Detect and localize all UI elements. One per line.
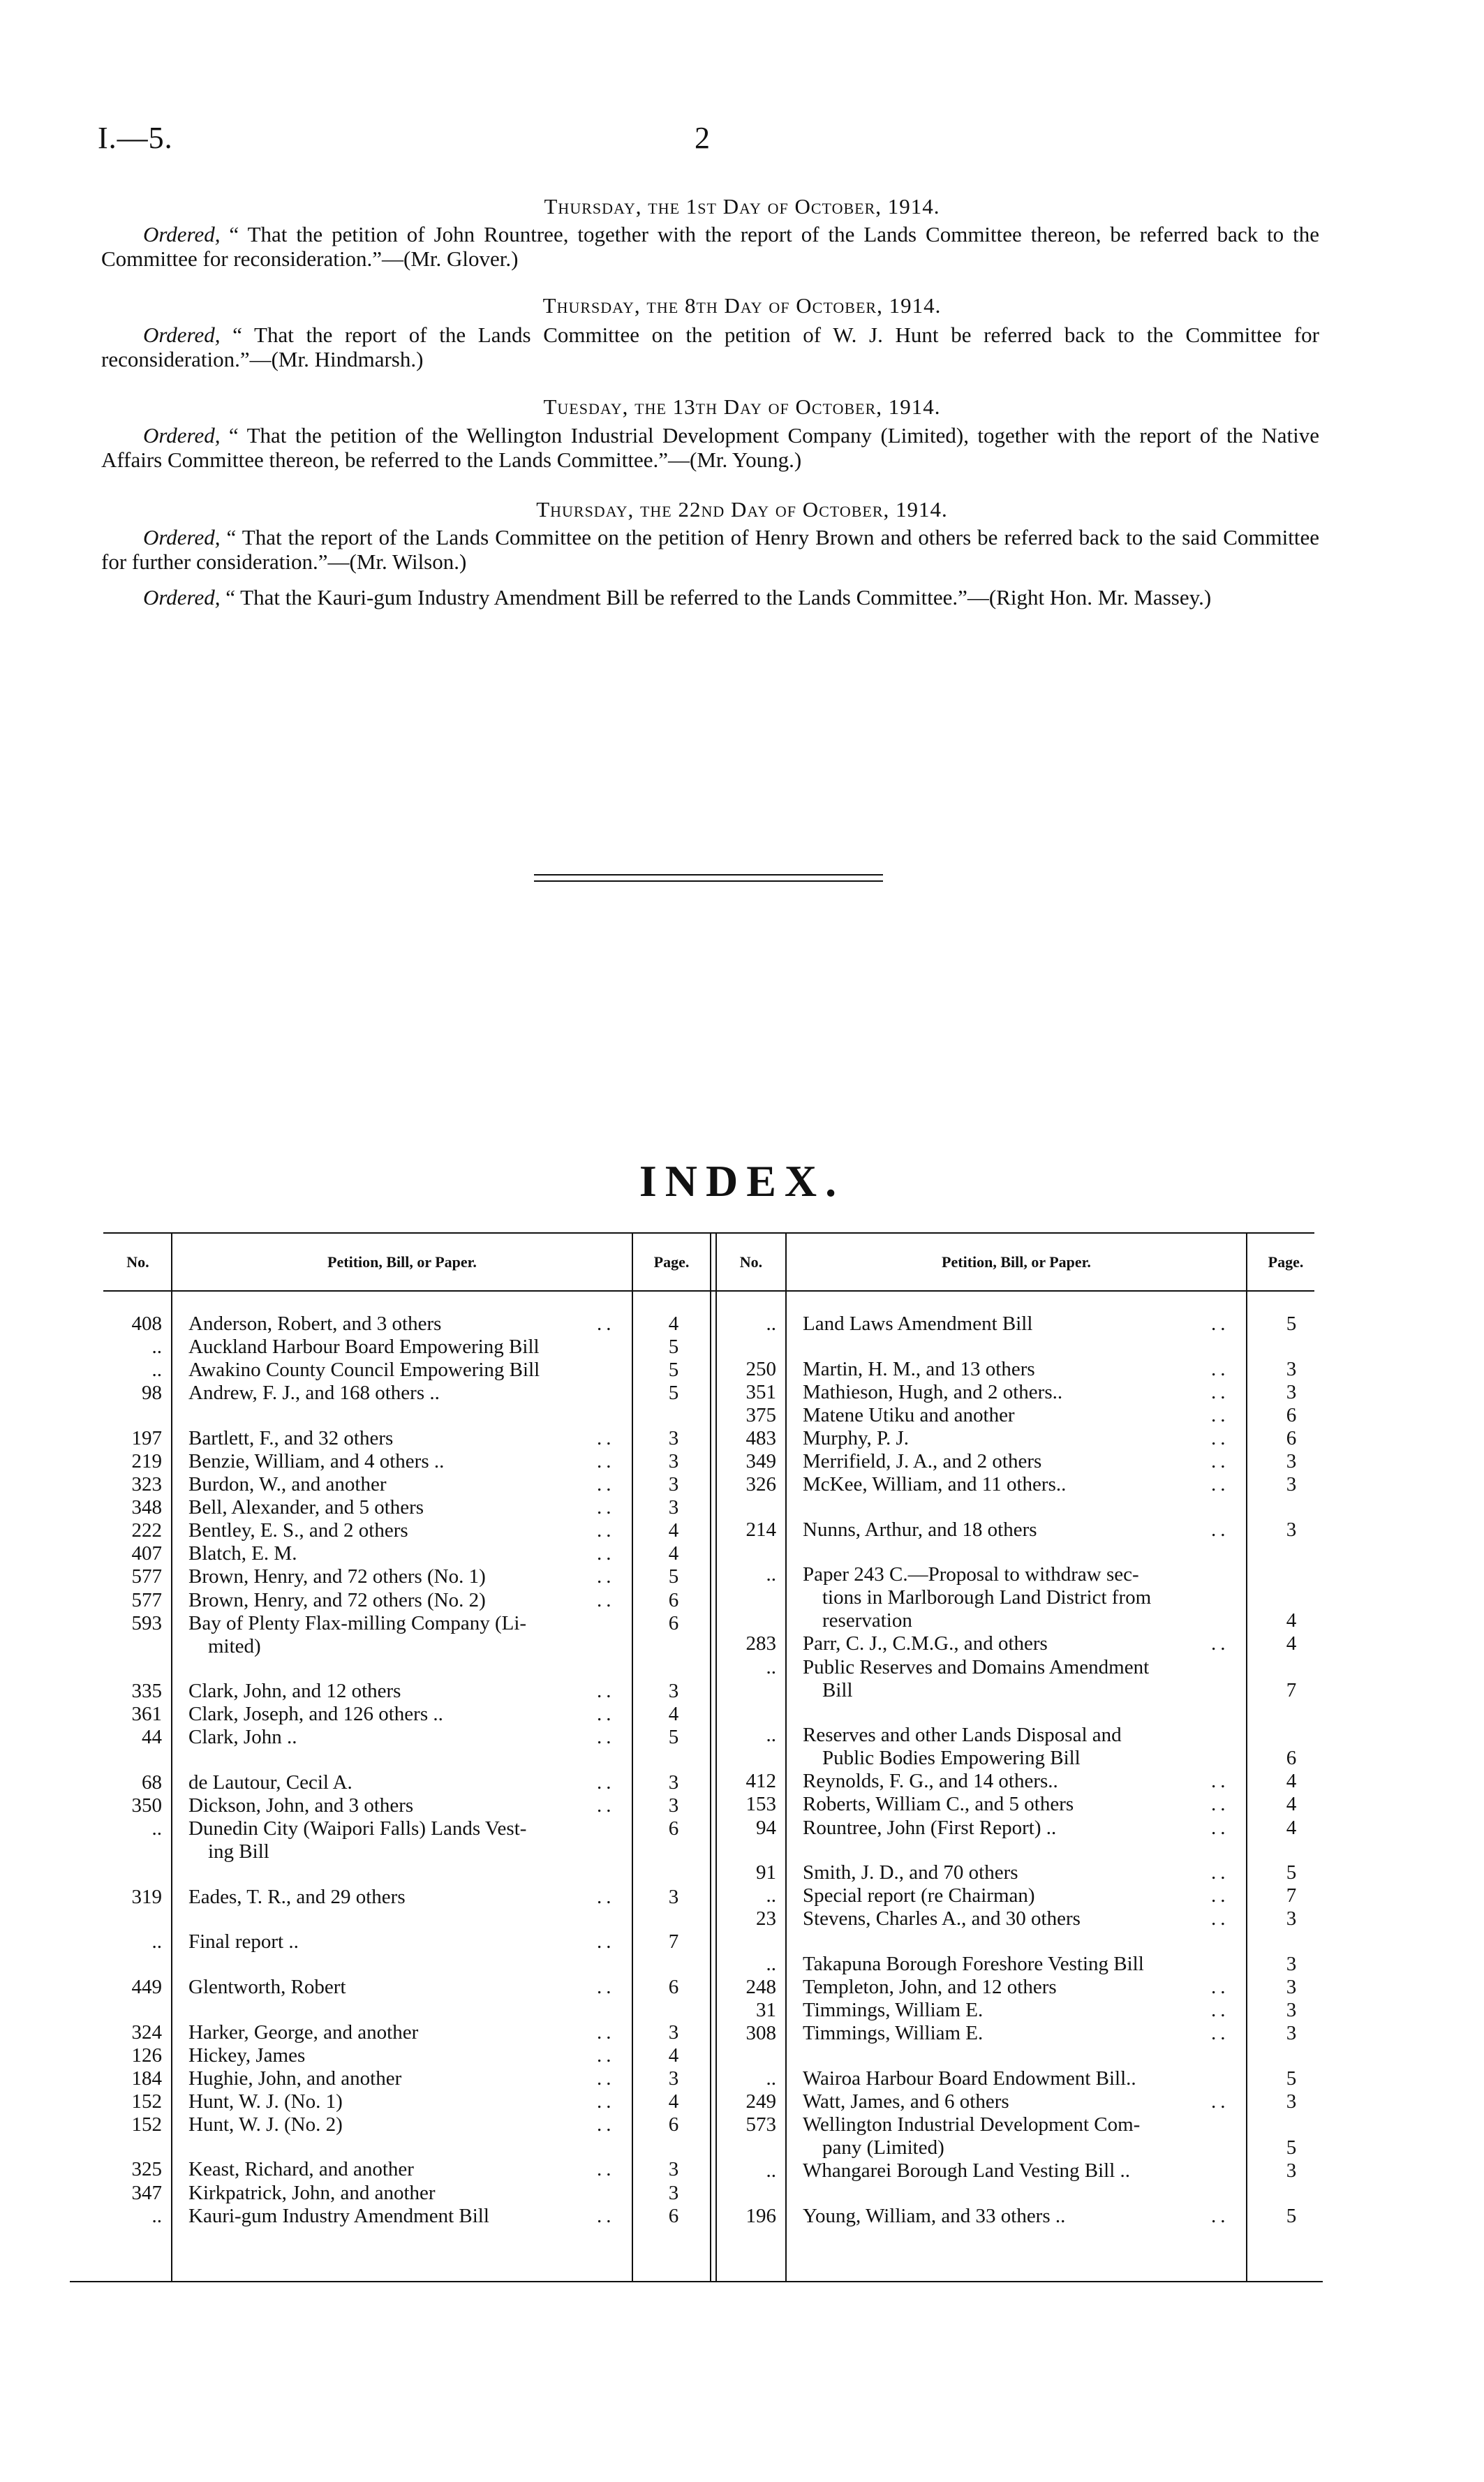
index-number: 197 — [131, 1426, 162, 1449]
leader-dots: .. — [597, 1449, 616, 1472]
leader-dots: .. — [597, 1771, 616, 1794]
index-title-text: Bentley, E. S., and 2 others — [188, 1519, 408, 1542]
index-page: 6 — [1286, 1403, 1297, 1426]
leader-dots: .. — [597, 2090, 616, 2113]
index-number: 323 — [131, 1473, 162, 1496]
index-number: 249 — [745, 2090, 776, 2113]
index-title-text: Brown, Henry, and 72 others (No. 1) — [188, 1565, 486, 1588]
index-number: 593 — [131, 1611, 162, 1634]
index-title-text: Bartlett, F., and 32 others — [188, 1426, 394, 1449]
index-title-text: Bay of Plenty Flax-milling Company (Li- — [188, 1611, 527, 1634]
index-page: 4 — [1286, 1632, 1297, 1655]
index-page: 3 — [668, 1426, 679, 1449]
index-page: 3 — [668, 1449, 679, 1472]
leader-dots: .. — [597, 1496, 616, 1519]
index-page: 3 — [668, 1496, 679, 1519]
index-number: 347 — [131, 2181, 162, 2204]
index-number: 351 — [745, 1380, 776, 1403]
index-page: 5 — [1286, 1313, 1297, 1335]
index-page: 3 — [668, 2021, 679, 2044]
index-title-text: Eades, T. R., and 29 others — [188, 1885, 406, 1908]
index-page: 4 — [1286, 1793, 1297, 1816]
leader-dots: .. — [597, 1885, 616, 1908]
index-title-text: Land Laws Amendment Bill — [803, 1313, 1033, 1335]
index-page: 5 — [668, 1565, 679, 1588]
index-number: 361 — [131, 1703, 162, 1726]
index-page: 3 — [1286, 1449, 1297, 1472]
index-page: 3 — [668, 2181, 679, 2204]
index-page: 3 — [1286, 1907, 1297, 1930]
index-title-text: Bill — [822, 1678, 853, 1701]
index-number: 412 — [745, 1770, 776, 1793]
index-title-text: Kirkpatrick, John, and another — [188, 2181, 436, 2204]
index-number: 283 — [745, 1632, 776, 1655]
index-title-text: Brown, Henry, and 72 others (No. 2) — [188, 1588, 486, 1611]
column-divider — [632, 1232, 633, 2281]
index-title-text: Auckland Harbour Board Empowering Bill — [188, 1336, 540, 1359]
order-text: “ That the report of the Lands Committee on the petition of Henry Brown and others be referred back to the said Committee for further consideration.”—(Mr. Wilson.) — [101, 525, 1319, 574]
index-title-text: Burdon, W., and another — [188, 1473, 387, 1496]
index-page: 3 — [668, 1885, 679, 1908]
index-title-text: Wellington Industrial Development Com- — [803, 2113, 1141, 2136]
index-number: 214 — [745, 1518, 776, 1541]
index-page: 5 — [668, 1726, 679, 1749]
index-number: 98 — [142, 1382, 162, 1405]
order-paragraph — [101, 525, 1319, 574]
index-number: .. — [151, 1336, 162, 1359]
index-title-text: Harker, George, and another — [188, 2021, 419, 2044]
ordered-label: Ordered, — [143, 585, 221, 610]
index-title-text: Stevens, Charles A., and 30 others — [803, 1907, 1081, 1930]
index-page: 6 — [668, 2204, 679, 2227]
order-paragraph — [101, 323, 1319, 371]
index-number: 31 — [756, 1999, 776, 2022]
leader-dots: .. — [1211, 2204, 1230, 2227]
index-title-text: Hughie, John, and another — [188, 2067, 402, 2090]
index-number: 319 — [131, 1885, 162, 1908]
leader-dots: .. — [597, 1565, 616, 1588]
index-title-text: Parr, C. J., C.M.G., and others — [803, 1632, 1048, 1655]
index-page: 3 — [668, 1794, 679, 1817]
index-number: 335 — [131, 1680, 162, 1703]
section-divider — [534, 874, 883, 876]
index-title-text: Nunns, Arthur, and 18 others — [803, 1518, 1037, 1541]
index-page: 4 — [1286, 1816, 1297, 1839]
column-divider — [171, 1232, 172, 2281]
index-title-text: tions in Marlborough Land District from — [822, 1586, 1152, 1609]
leader-dots: .. — [597, 1519, 616, 1542]
leader-dots: .. — [597, 1542, 616, 1565]
index-title-text: Benzie, William, and 4 others .. — [188, 1449, 445, 1472]
index-title-text: Timmings, William E. — [803, 2022, 984, 2045]
index-title-text: Final report .. — [188, 1930, 299, 1953]
leader-dots: .. — [1211, 1403, 1230, 1426]
index-title-text: Clark, John .. — [188, 1726, 297, 1749]
leader-dots: .. — [1211, 1861, 1230, 1884]
index-page: 6 — [668, 1975, 679, 1998]
leader-dots: .. — [597, 2067, 616, 2090]
index-number: 350 — [131, 1794, 162, 1817]
date-heading: Thursday, the 22nd Day of October, 1914. — [536, 497, 948, 522]
date-heading: Thursday, the 1st Day of October, 1914. — [544, 194, 940, 219]
index-page: 4 — [668, 1542, 679, 1565]
index-page: 5 — [668, 1336, 679, 1359]
index-page: 6 — [668, 1588, 679, 1611]
page-number: 2 — [695, 121, 710, 155]
order-text: “ That the petition of the Wellington Industrial Development Company (Limited), together with the report of the Native Affairs Committee thereon, be referred to the Lands Committee.”—(Mr. Young.) — [101, 423, 1319, 472]
header-page: Page. — [653, 1253, 690, 1271]
leader-dots: .. — [597, 1680, 616, 1703]
header-no: No. — [739, 1253, 763, 1271]
index-title-text: Templeton, John, and 12 others — [803, 1975, 1057, 1998]
date-heading: Thursday, the 8th Day of October, 1914. — [542, 293, 942, 318]
section-divider — [534, 880, 883, 882]
index-title-text: Blatch, E. M. — [188, 1542, 297, 1565]
index-title-text: Watt, James, and 6 others — [803, 2090, 1009, 2113]
index-number: .. — [766, 1313, 776, 1335]
index-number: 348 — [131, 1496, 162, 1519]
index-title-text: de Lautour, Cecil A. — [188, 1771, 353, 1794]
column-divider — [715, 1232, 717, 2281]
leader-dots: .. — [597, 1313, 616, 1335]
index-number: 483 — [745, 1426, 776, 1449]
index-title-text: Anderson, Robert, and 3 others — [188, 1313, 442, 1335]
leader-dots: .. — [1211, 1518, 1230, 1541]
header-petition: Petition, Bill, or Paper. — [327, 1253, 477, 1271]
index-title-text: McKee, William, and 11 others.. — [803, 1473, 1067, 1496]
index-number: 324 — [131, 2021, 162, 2044]
leader-dots: .. — [1211, 1313, 1230, 1335]
index-page: 6 — [1286, 1747, 1297, 1770]
index-page: 3 — [1286, 2090, 1297, 2113]
leader-dots: .. — [1211, 1473, 1230, 1496]
index-page: 5 — [668, 1359, 679, 1382]
index-title-text: Keast, Richard, and another — [188, 2158, 414, 2181]
index-number: 23 — [756, 1907, 776, 1930]
order-paragraph — [101, 585, 1319, 610]
index-title-text: Smith, J. D., and 70 others — [803, 1861, 1018, 1884]
index-number: 408 — [131, 1313, 162, 1335]
index-page: 3 — [668, 2158, 679, 2181]
order-paragraph — [101, 222, 1319, 271]
index-title-text: Dunedin City (Waipori Falls) Lands Vest- — [188, 1817, 527, 1840]
index-title-text: Matene Utiku and another — [803, 1403, 1015, 1426]
index-page: 3 — [1286, 2159, 1297, 2182]
leader-dots: .. — [1211, 1907, 1230, 1930]
date-heading: Tuesday, the 13th Day of October, 1914. — [543, 394, 941, 419]
leader-dots: .. — [1211, 1816, 1230, 1839]
index-number: .. — [151, 1930, 162, 1953]
index-number: 577 — [131, 1565, 162, 1588]
index-title-text: Hunt, W. J. (No. 2) — [188, 2113, 343, 2136]
header-petition: Petition, Bill, or Paper. — [942, 1253, 1091, 1271]
index-title-text: Andrew, F. J., and 168 others .. — [188, 1382, 440, 1405]
index-number: 219 — [131, 1449, 162, 1472]
leader-dots: .. — [1211, 1793, 1230, 1816]
leader-dots: .. — [1211, 1975, 1230, 1998]
index-title-text: Rountree, John (First Report) .. — [803, 1816, 1057, 1839]
index-number: 184 — [131, 2067, 162, 2090]
index-page: 5 — [1286, 1861, 1297, 1884]
index-number: .. — [766, 1724, 776, 1747]
index-page: 3 — [1286, 2022, 1297, 2045]
index-number: 326 — [745, 1473, 776, 1496]
index-number: 153 — [745, 1793, 776, 1816]
leader-dots: .. — [597, 2021, 616, 2044]
index-page: 3 — [1286, 1473, 1297, 1496]
leader-dots: .. — [597, 1726, 616, 1749]
index-number: 573 — [745, 2113, 776, 2136]
index-title-text: Martin, H. M., and 13 others — [803, 1357, 1035, 1380]
index-number: 94 — [756, 1816, 776, 1839]
index-number: 407 — [131, 1542, 162, 1565]
index-title-text: Bell, Alexander, and 5 others — [188, 1496, 424, 1519]
index-title-text: Paper 243 C.—Proposal to withdraw sec- — [803, 1563, 1139, 1586]
ordered-label: Ordered, — [143, 423, 221, 448]
index-title-text: pany (Limited) — [822, 2136, 944, 2159]
table-header-rule — [103, 1290, 1314, 1292]
index-page: 3 — [1286, 1975, 1297, 1998]
order-paragraph — [101, 423, 1319, 472]
leader-dots: .. — [1211, 1770, 1230, 1793]
index-title-text: Reserves and other Lands Disposal and — [803, 1724, 1122, 1747]
index-title: INDEX. — [639, 1156, 845, 1206]
leader-dots: .. — [597, 1426, 616, 1449]
leader-dots: .. — [597, 1703, 616, 1726]
index-number: 250 — [745, 1357, 776, 1380]
document-reference: I.—5. — [98, 121, 173, 155]
index-number: 68 — [142, 1771, 162, 1794]
index-page: 5 — [1286, 2136, 1297, 2159]
index-page: 3 — [668, 1473, 679, 1496]
column-divider — [1246, 1232, 1247, 2281]
leader-dots: .. — [597, 1794, 616, 1817]
leader-dots: .. — [1211, 1380, 1230, 1403]
leader-dots: .. — [597, 2158, 616, 2181]
index-number: 44 — [142, 1726, 162, 1749]
leader-dots: .. — [597, 1930, 616, 1953]
ordered-label: Ordered, — [143, 222, 221, 246]
index-title-text: Roberts, William C., and 5 others — [803, 1793, 1074, 1816]
index-title-text: Young, William, and 33 others .. — [803, 2204, 1066, 2227]
index-title-text: Clark, Joseph, and 126 others .. — [188, 1703, 443, 1726]
index-page: 4 — [668, 2044, 679, 2067]
index-number: 196 — [745, 2204, 776, 2227]
leader-dots: .. — [597, 1588, 616, 1611]
index-title-text: mited) — [208, 1634, 261, 1657]
index-page: 4 — [1286, 1609, 1297, 1632]
index-title-text: Merrifield, J. A., and 2 others — [803, 1449, 1042, 1472]
index-page: 6 — [668, 2113, 679, 2136]
index-number: 308 — [745, 2022, 776, 2045]
column-divider — [785, 1232, 787, 2281]
index-page: 7 — [1286, 1884, 1297, 1907]
index-title-text: reservation — [822, 1609, 912, 1632]
header-no: No. — [126, 1253, 149, 1271]
index-number: .. — [766, 1655, 776, 1678]
leader-dots: .. — [597, 2044, 616, 2067]
index-page: 7 — [1286, 1678, 1297, 1701]
index-number: 325 — [131, 2158, 162, 2181]
index-title-text: Murphy, P. J. — [803, 1426, 910, 1449]
leader-dots: .. — [1211, 1357, 1230, 1380]
table-top-rule — [103, 1232, 1314, 1234]
index-page: 3 — [1286, 1999, 1297, 2022]
ordered-label: Ordered, — [143, 525, 221, 549]
index-number: 375 — [745, 1403, 776, 1426]
index-title-text: Awakino County Council Empowering Bill — [188, 1359, 540, 1382]
index-number: 222 — [131, 1519, 162, 1542]
index-page: 4 — [668, 2090, 679, 2113]
index-title-text: Hunt, W. J. (No. 1) — [188, 2090, 343, 2113]
index-title-text: ing Bill — [208, 1840, 269, 1863]
index-number: .. — [151, 2204, 162, 2227]
index-number: .. — [766, 1952, 776, 1975]
index-title-text: Clark, John, and 12 others — [188, 1680, 401, 1703]
index-page: 7 — [668, 1930, 679, 1953]
index-number: .. — [766, 1884, 776, 1907]
index-title-text: Takapuna Borough Foreshore Vesting Bill — [803, 1952, 1144, 1975]
index-number: 248 — [745, 1975, 776, 1998]
index-page: 6 — [668, 1611, 679, 1634]
index-number: .. — [766, 2159, 776, 2182]
leader-dots: .. — [597, 1975, 616, 1998]
index-page: 4 — [668, 1703, 679, 1726]
leader-dots: .. — [597, 1473, 616, 1496]
index-page: 3 — [1286, 1518, 1297, 1541]
index-page: 4 — [1286, 1770, 1297, 1793]
index-number: 91 — [756, 1861, 776, 1884]
ordered-label: Ordered, — [143, 323, 221, 347]
index-page: 4 — [668, 1313, 679, 1335]
index-title-text: Reynolds, F. G., and 14 others.. — [803, 1770, 1058, 1793]
column-divider — [710, 1232, 711, 2281]
leader-dots: .. — [597, 2113, 616, 2136]
index-number: .. — [151, 1359, 162, 1382]
index-number: 449 — [131, 1975, 162, 1998]
index-title-text: Dickson, John, and 3 others — [188, 1794, 414, 1817]
index-number: 152 — [131, 2090, 162, 2113]
leader-dots: .. — [1211, 2090, 1230, 2113]
leader-dots: .. — [1211, 2022, 1230, 2045]
leader-dots: .. — [1211, 1632, 1230, 1655]
index-title-text: Public Bodies Empowering Bill — [822, 1747, 1081, 1770]
leader-dots: .. — [1211, 1884, 1230, 1907]
order-text: “ That the petition of John Rountree, together with the report of the Lands Committee thereon, be referred back to the Committee for reconsideration.”—(Mr. Glover.) — [101, 222, 1319, 271]
index-page: 3 — [668, 1771, 679, 1794]
index-page: 3 — [1286, 1952, 1297, 1975]
leader-dots: .. — [1211, 1999, 1230, 2022]
index-number: 152 — [131, 2113, 162, 2136]
index-page: 3 — [1286, 1380, 1297, 1403]
index-title-text: Wairoa Harbour Board Endowment Bill.. — [803, 2067, 1136, 2090]
index-page: 5 — [1286, 2067, 1297, 2090]
index-page: 6 — [668, 1817, 679, 1840]
index-title-text: Mathieson, Hugh, and 2 others.. — [803, 1380, 1063, 1403]
table-bottom-rule — [70, 2281, 1323, 2282]
order-text: “ That the Kauri-gum Industry Amendment Bill be referred to the Lands Committee.”—(Right Hon. Mr. Massey.) — [220, 585, 1212, 610]
index-number: .. — [766, 2067, 776, 2090]
index-page: 4 — [668, 1519, 679, 1542]
leader-dots: .. — [597, 2204, 616, 2227]
index-page: 6 — [1286, 1426, 1297, 1449]
leader-dots: .. — [1211, 1449, 1230, 1472]
header-page: Page. — [1268, 1253, 1304, 1271]
leader-dots: .. — [1211, 1426, 1230, 1449]
index-number: 349 — [745, 1449, 776, 1472]
index-page: 5 — [1286, 2204, 1297, 2227]
index-title-text: Timmings, William E. — [803, 1999, 984, 2022]
index-page: 3 — [668, 2067, 679, 2090]
index-number: 126 — [131, 2044, 162, 2067]
index-number: .. — [151, 1817, 162, 1840]
index-number: 577 — [131, 1588, 162, 1611]
index-title-text: Hickey, James — [188, 2044, 306, 2067]
index-title-text: Special report (re Chairman) — [803, 1884, 1035, 1907]
index-page: 3 — [1286, 1357, 1297, 1380]
index-page: 3 — [668, 1680, 679, 1703]
index-title-text: Glentworth, Robert — [188, 1975, 346, 1998]
index-title-text: Public Reserves and Domains Amendment — [803, 1655, 1150, 1678]
index-title-text: Kauri-gum Industry Amendment Bill — [188, 2204, 489, 2227]
index-page: 5 — [668, 1382, 679, 1405]
order-text: “ That the report of the Lands Committee on the petition of W. J. Hunt be referred back to the Committee for reconsideration.”—(Mr. Hindmarsh.) — [101, 323, 1319, 371]
index-number: .. — [766, 1563, 776, 1586]
index-title-text: Whangarei Borough Land Vesting Bill .. — [803, 2159, 1131, 2182]
